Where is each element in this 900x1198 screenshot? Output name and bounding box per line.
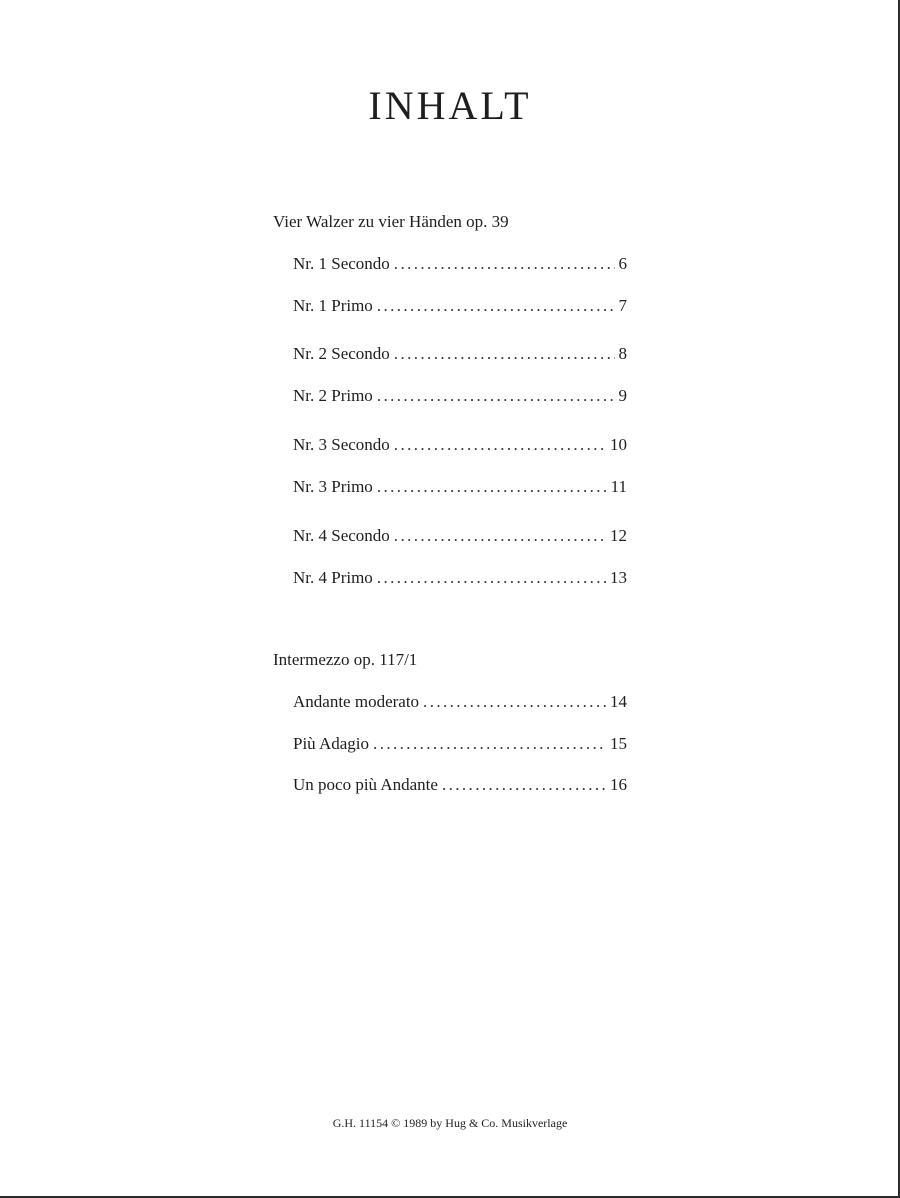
toc-entry-label: Un poco più Andante <box>293 775 438 794</box>
dot-leader <box>377 569 606 586</box>
section-title-walzer: Vier Walzer zu vier Händen op. 39 <box>273 212 509 231</box>
dot-leader <box>377 297 615 314</box>
toc-entry-page: 15 <box>610 734 627 753</box>
dot-leader <box>377 387 615 404</box>
section-title-intermezzo: Intermezzo op. 117/1 <box>273 650 418 669</box>
toc-entry-label: Nr. 2 Secondo <box>293 344 390 363</box>
toc-entry <box>293 735 627 752</box>
toc-entry <box>293 297 627 314</box>
toc-entry-page: 16 <box>610 775 627 794</box>
toc-entry-page: 13 <box>610 568 627 587</box>
dot-leader <box>442 776 606 793</box>
toc-entry-label: Nr. 1 Primo <box>293 296 373 315</box>
toc-entry <box>293 776 627 793</box>
toc-entry-label: Nr. 1 Secondo <box>293 254 390 273</box>
dot-leader <box>423 693 606 710</box>
page-title: INHALT <box>368 83 532 128</box>
toc-entry-page: 12 <box>610 526 627 545</box>
toc-entry <box>293 527 627 544</box>
dot-leader <box>394 527 606 544</box>
toc-entry-page: 14 <box>610 692 627 711</box>
toc-entry <box>293 255 627 272</box>
toc-entry <box>293 693 627 710</box>
toc-entry-label: Nr. 2 Primo <box>293 386 373 405</box>
toc-entry-label: Più Adagio <box>293 734 370 753</box>
dot-leader <box>377 478 607 495</box>
toc-entry-page: 8 <box>618 344 627 363</box>
toc-entry <box>293 345 627 362</box>
toc-entry <box>293 478 627 495</box>
toc-entry <box>293 387 627 404</box>
toc-entry-label: Nr. 3 Primo <box>293 477 373 496</box>
toc-entry-label: Nr. 3 Secondo <box>293 435 390 454</box>
toc-entry-page: 10 <box>610 435 627 454</box>
toc-entry <box>293 569 627 586</box>
dot-leader <box>373 735 606 752</box>
toc-entry-page: 9 <box>618 386 627 405</box>
dot-leader <box>394 255 615 272</box>
toc-entry-label: Nr. 4 Secondo <box>293 526 390 545</box>
toc-entry-page: 6 <box>618 254 627 273</box>
dot-leader <box>394 436 606 453</box>
toc-entry-page: 11 <box>610 477 627 496</box>
dot-leader <box>394 345 615 362</box>
toc-entry <box>293 436 627 453</box>
toc-entry-page: 7 <box>618 296 627 315</box>
copyright-footer: G.H. 11154 © 1989 by Hug & Co. Musikverlage <box>332 1116 568 1130</box>
toc-entry-label: Nr. 4 Primo <box>293 568 373 587</box>
toc-entry-label: Andante moderato <box>293 692 420 711</box>
